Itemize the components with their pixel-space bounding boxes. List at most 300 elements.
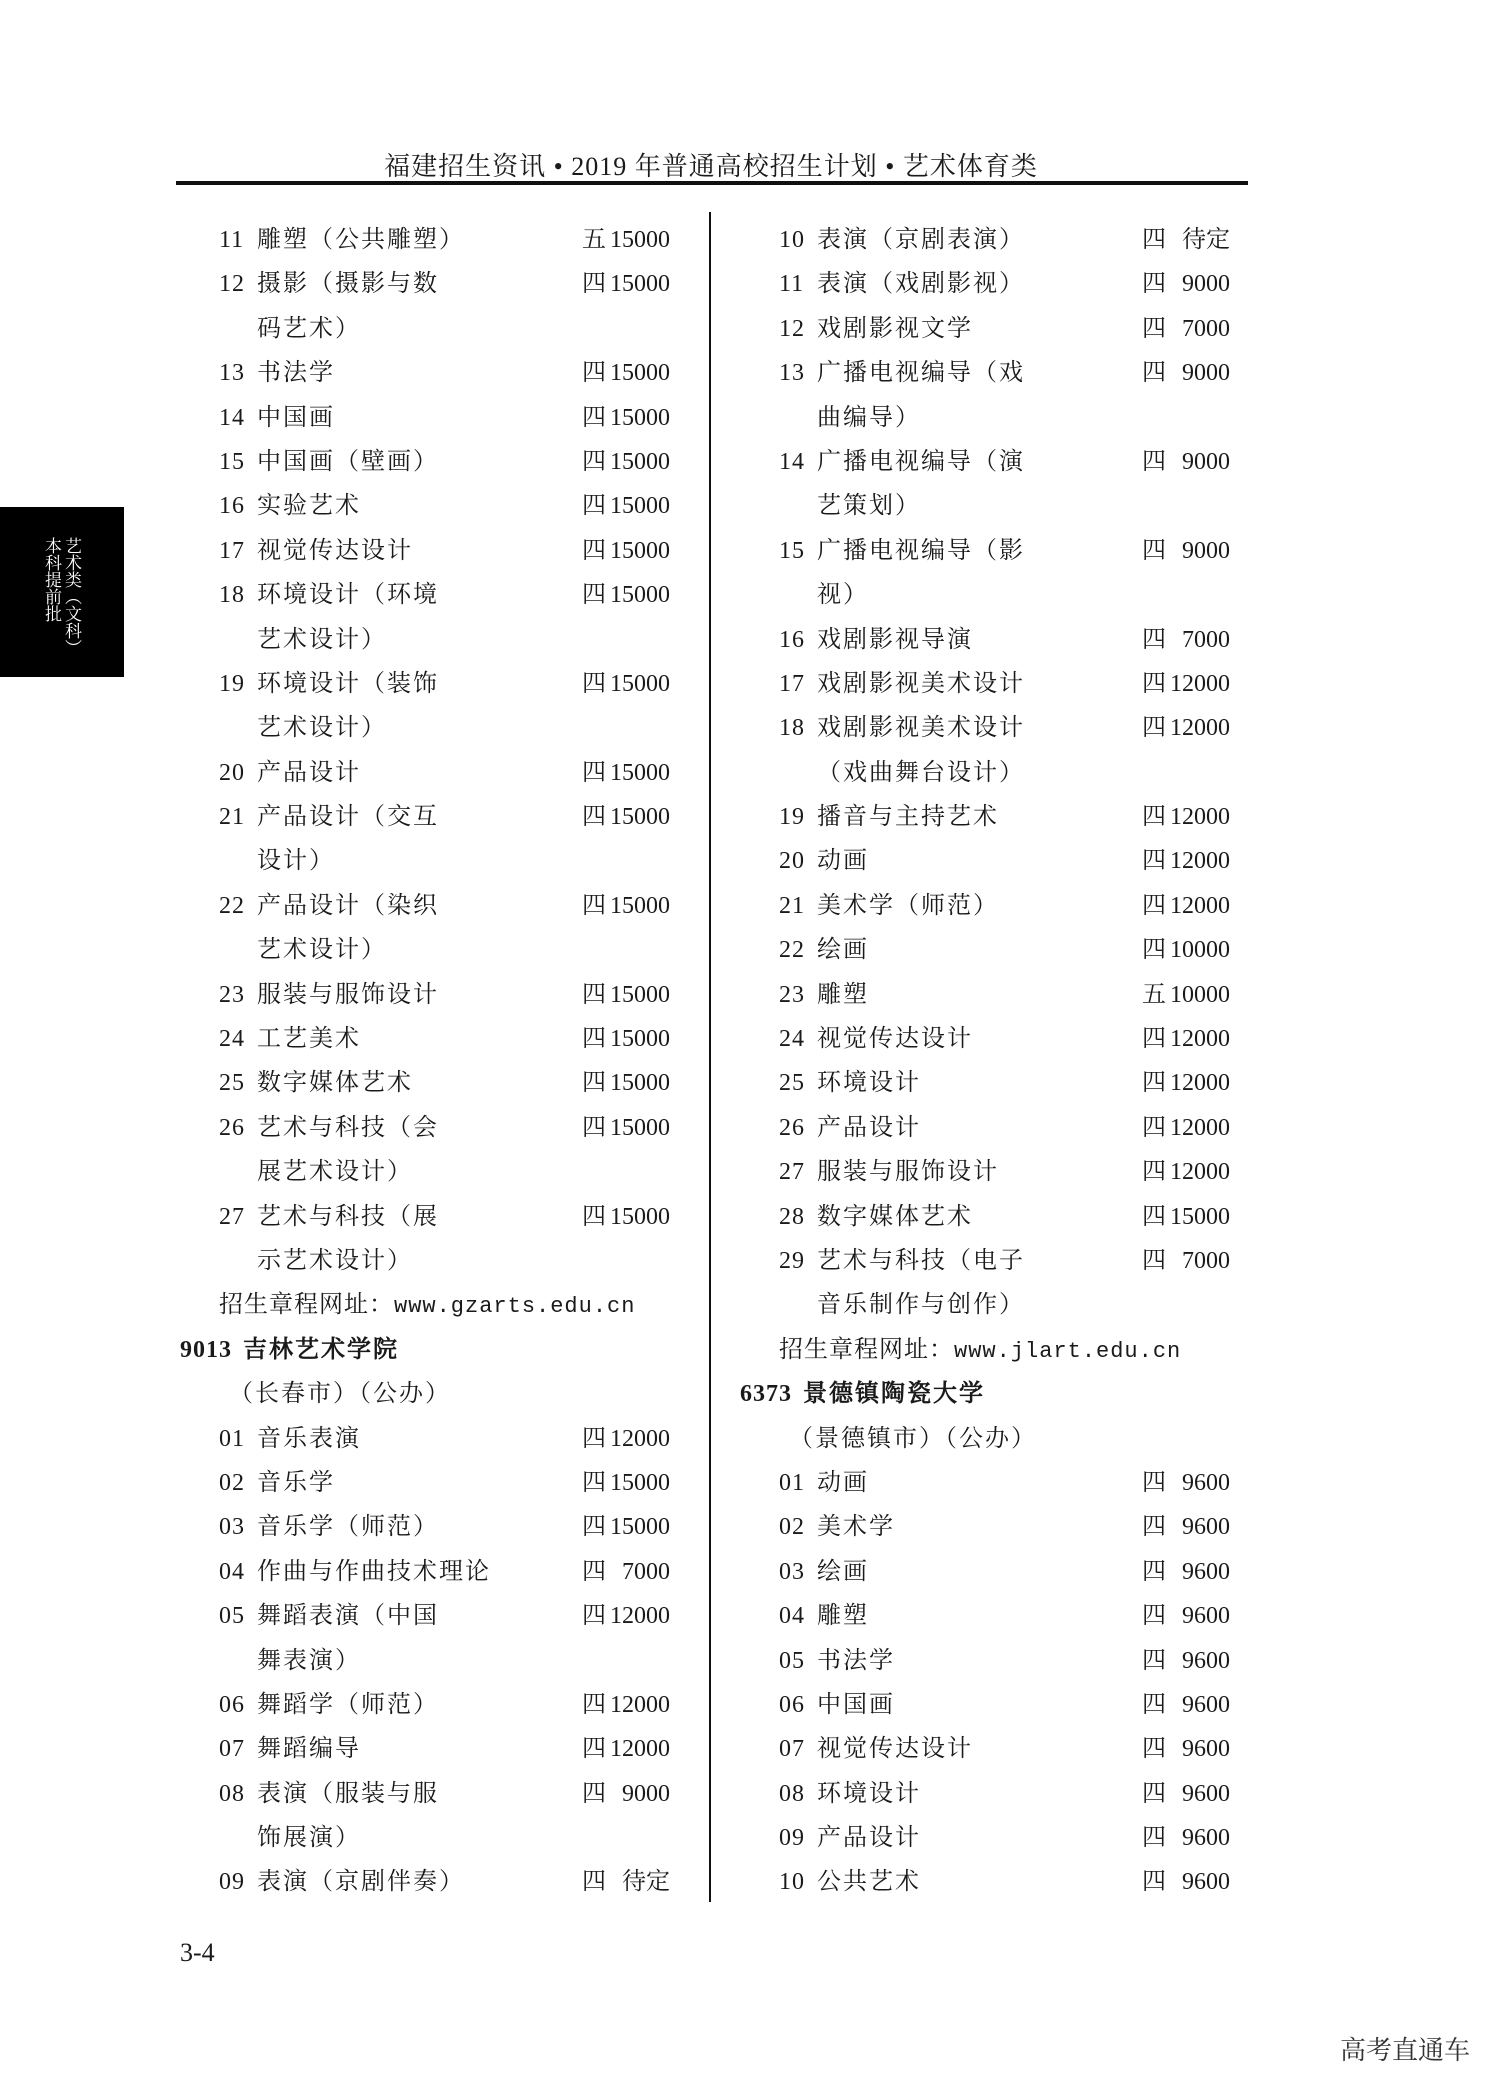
study-years: 四 <box>1142 1780 1166 1807</box>
major-code: 08 <box>219 1780 245 1807</box>
major-row <box>736 1239 1236 1283</box>
major-code: 26 <box>219 1114 245 1141</box>
tuition-fee: 9000 <box>1182 448 1230 475</box>
major-code: 10 <box>779 1869 805 1896</box>
major-code: 21 <box>219 804 245 831</box>
major-name: 中国画 <box>817 1691 895 1718</box>
column-divider <box>709 212 711 1902</box>
tuition-fee: 15000 <box>610 1026 670 1053</box>
major-code: 18 <box>219 582 245 609</box>
major-name: 作曲与作曲技术理论 <box>257 1558 491 1585</box>
study-years: 四 <box>1142 937 1166 964</box>
major-code: 01 <box>219 1425 245 1452</box>
study-years: 四 <box>582 1558 606 1585</box>
major-row <box>176 884 676 928</box>
major-row <box>736 262 1236 306</box>
study-years: 四 <box>1142 804 1166 831</box>
major-name: 美术学（师范） <box>817 892 999 919</box>
major-code: 09 <box>779 1825 805 1852</box>
study-years: 四 <box>1142 626 1166 653</box>
major-name: 中国画 <box>257 404 335 431</box>
tuition-fee: 12000 <box>1170 1159 1230 1186</box>
side-tab-line1: 艺术类（文科） <box>61 537 81 656</box>
tuition-fee: 9000 <box>1182 537 1230 564</box>
tuition-fee: 9000 <box>622 1780 670 1807</box>
tuition-fee: 9600 <box>1182 1469 1230 1496</box>
study-years: 四 <box>1142 1159 1166 1186</box>
header-rule <box>176 181 1248 185</box>
major-name: 产品设计 <box>817 1114 921 1141</box>
major-name: 视） <box>817 582 869 609</box>
school-name: 景德镇陶瓷大学 <box>803 1381 985 1408</box>
tuition-fee: 15000 <box>610 271 670 298</box>
tuition-fee: 15000 <box>610 1114 670 1141</box>
major-row-continuation <box>736 573 1236 617</box>
major-code: 13 <box>779 360 805 387</box>
major-code: 03 <box>219 1514 245 1541</box>
study-years: 四 <box>582 892 606 919</box>
study-years: 四 <box>582 537 606 564</box>
major-row <box>736 618 1236 662</box>
study-years: 四 <box>582 1603 606 1630</box>
major-code: 23 <box>219 981 245 1008</box>
major-code: 04 <box>779 1603 805 1630</box>
running-header: 福建招生资讯 • 2019 年普通高校招生计划 • 艺术体育类 <box>384 152 1038 181</box>
major-row <box>736 1550 1236 1594</box>
major-code: 12 <box>219 271 245 298</box>
major-code: 26 <box>779 1114 805 1141</box>
study-years: 四 <box>1142 1869 1166 1896</box>
major-code: 19 <box>779 804 805 831</box>
major-name: 雕塑 <box>817 981 869 1008</box>
study-years: 四 <box>582 1425 606 1452</box>
major-code: 07 <box>219 1736 245 1763</box>
major-code: 17 <box>779 670 805 697</box>
tuition-fee: 15000 <box>610 759 670 786</box>
major-name: 艺术设计） <box>257 937 387 964</box>
major-name: 艺策划） <box>817 493 921 520</box>
major-row <box>176 1860 676 1904</box>
major-name: 戏剧影视导演 <box>817 626 973 653</box>
study-years: 四 <box>582 404 606 431</box>
major-name: 表演（服装与服 <box>257 1780 439 1807</box>
tuition-fee: 9000 <box>1182 271 1230 298</box>
major-row <box>736 1816 1236 1860</box>
study-years: 四 <box>1142 360 1166 387</box>
major-code: 24 <box>219 1026 245 1053</box>
major-row-continuation <box>176 307 676 351</box>
tuition-fee: 待定 <box>1182 227 1230 253</box>
study-years: 四 <box>1142 1691 1166 1718</box>
study-years: 四 <box>582 271 606 298</box>
major-row <box>176 573 676 617</box>
major-row <box>176 1017 676 1061</box>
school-heading <box>736 1372 1236 1416</box>
major-row-continuation <box>176 1239 676 1283</box>
tuition-fee: 15000 <box>610 981 670 1008</box>
major-row-continuation <box>736 1283 1236 1327</box>
study-years: 四 <box>582 1070 606 1097</box>
tuition-fee: 12000 <box>1170 670 1230 697</box>
major-name: 美术学 <box>817 1514 895 1541</box>
study-years: 四 <box>1142 1203 1166 1230</box>
major-row <box>176 1594 676 1638</box>
major-row <box>736 928 1236 972</box>
school-location <box>176 1372 676 1416</box>
major-code: 09 <box>219 1869 245 1896</box>
major-code: 12 <box>779 315 805 342</box>
major-row <box>176 440 676 484</box>
major-row <box>176 1683 676 1727</box>
major-row <box>736 1461 1236 1505</box>
major-row <box>736 1061 1236 1105</box>
major-name: 曲编导） <box>817 404 921 431</box>
major-name: 表演（京剧伴奏） <box>257 1869 465 1896</box>
major-name: 舞蹈学（师范） <box>257 1691 439 1718</box>
major-name: 展艺术设计） <box>257 1159 413 1186</box>
major-row <box>176 795 676 839</box>
major-name: 实验艺术 <box>257 493 361 520</box>
major-name: 广播电视编导（演 <box>817 448 1025 475</box>
study-years: 四 <box>1142 1736 1166 1763</box>
major-name: 中国画（壁画） <box>257 448 439 475</box>
study-years: 四 <box>1142 448 1166 475</box>
major-row <box>736 1195 1236 1239</box>
major-code: 28 <box>779 1203 805 1230</box>
tuition-fee: 15000 <box>610 1514 670 1541</box>
major-name: 艺术与科技（电子 <box>817 1247 1025 1274</box>
admission-url-link[interactable]: www.gzarts.edu.cn <box>394 1294 636 1320</box>
admission-url-line <box>736 1328 1236 1372</box>
major-code: 23 <box>779 981 805 1008</box>
study-years: 四 <box>582 1780 606 1807</box>
major-name: 服装与服饰设计 <box>817 1159 999 1186</box>
study-years: 四 <box>1142 227 1166 253</box>
major-code: 11 <box>779 271 805 298</box>
major-name: 环境设计（环境 <box>257 582 439 609</box>
study-years: 四 <box>582 1469 606 1496</box>
major-code: 05 <box>219 1603 245 1630</box>
tuition-fee: 15000 <box>610 670 670 697</box>
major-row-continuation <box>736 751 1236 795</box>
major-name: （长春市）（公办） <box>229 1381 451 1408</box>
major-code: 15 <box>779 537 805 564</box>
major-code: 13 <box>219 360 245 387</box>
major-name: 表演（戏剧影视） <box>817 271 1025 298</box>
study-years: 四 <box>582 1514 606 1541</box>
major-name: 产品设计 <box>257 759 361 786</box>
major-code: 06 <box>779 1691 805 1718</box>
tuition-fee: 15000 <box>610 582 670 609</box>
tuition-fee: 10000 <box>1170 937 1230 964</box>
major-name: 音乐学 <box>257 1469 335 1496</box>
admission-url-label: 招生章程网址： <box>779 1336 954 1363</box>
major-row <box>736 1772 1236 1816</box>
major-code: 14 <box>779 448 805 475</box>
major-name <box>219 1283 635 1329</box>
study-years: 四 <box>1142 1514 1166 1541</box>
major-row-continuation <box>736 484 1236 528</box>
tuition-fee: 12000 <box>610 1425 670 1452</box>
major-name: 雕塑 <box>817 1603 869 1630</box>
major-name: 码艺术） <box>257 315 361 342</box>
tuition-fee: 15000 <box>610 1070 670 1097</box>
major-row-continuation <box>176 928 676 972</box>
major-row <box>176 262 676 306</box>
major-code: 08 <box>779 1780 805 1807</box>
major-row <box>736 440 1236 484</box>
major-row <box>736 1639 1236 1683</box>
tuition-fee: 15000 <box>610 360 670 387</box>
tuition-fee: 7000 <box>622 1558 670 1585</box>
study-years: 四 <box>1142 892 1166 919</box>
study-years: 四 <box>582 804 606 831</box>
major-name: 戏剧影视美术设计 <box>817 670 1025 697</box>
major-code: 04 <box>219 1558 245 1585</box>
major-row <box>736 706 1236 750</box>
tuition-fee: 9600 <box>1182 1869 1230 1896</box>
major-name: 艺术设计） <box>257 626 387 653</box>
major-row <box>736 1727 1236 1771</box>
tuition-fee: 12000 <box>610 1691 670 1718</box>
study-years: 四 <box>1142 1247 1166 1274</box>
study-years: 四 <box>582 360 606 387</box>
study-years: 四 <box>1142 1469 1166 1496</box>
tuition-fee: 12000 <box>1170 1070 1230 1097</box>
major-name: 环境设计（装饰 <box>257 670 439 697</box>
major-row <box>736 351 1236 395</box>
major-row <box>736 307 1236 351</box>
major-row <box>736 529 1236 573</box>
tuition-fee: 7000 <box>1182 1247 1230 1274</box>
major-code: 27 <box>219 1203 245 1230</box>
study-years: 四 <box>1142 1026 1166 1053</box>
right-column <box>736 218 1236 1905</box>
school-code: 6373 <box>740 1381 792 1408</box>
major-row <box>176 1195 676 1239</box>
major-row <box>176 351 676 395</box>
side-tab-line2: 本科提前批 <box>41 537 61 622</box>
tuition-fee: 9600 <box>1182 1647 1230 1674</box>
tuition-fee: 12000 <box>1170 715 1230 742</box>
major-row <box>736 1594 1236 1638</box>
study-years: 四 <box>1142 537 1166 564</box>
major-name: 视觉传达设计 <box>257 537 413 564</box>
major-code: 20 <box>219 759 245 786</box>
tuition-fee: 9000 <box>1182 360 1230 387</box>
study-years: 四 <box>1142 715 1166 742</box>
major-row <box>176 1417 676 1461</box>
school-location <box>736 1417 1236 1461</box>
tuition-fee: 9600 <box>1182 1514 1230 1541</box>
tuition-fee: 15000 <box>610 227 670 253</box>
major-row <box>736 1017 1236 1061</box>
study-years: 四 <box>1142 1603 1166 1630</box>
tuition-fee: 9600 <box>1182 1780 1230 1807</box>
study-years: 四 <box>1142 1070 1166 1097</box>
major-name: 产品设计（染织 <box>257 892 439 919</box>
admission-url-line <box>176 1283 676 1327</box>
major-row <box>736 839 1236 883</box>
study-years: 四 <box>582 493 606 520</box>
major-name: 数字媒体艺术 <box>257 1070 413 1097</box>
major-name: 舞表演） <box>257 1647 361 1674</box>
tuition-fee: 12000 <box>1170 1026 1230 1053</box>
major-code: 05 <box>779 1647 805 1674</box>
major-row <box>736 1683 1236 1727</box>
major-code: 02 <box>779 1514 805 1541</box>
major-row <box>176 751 676 795</box>
tuition-fee: 10000 <box>1170 981 1230 1008</box>
study-years: 四 <box>1142 1825 1166 1852</box>
major-row <box>176 662 676 706</box>
major-name: 艺术与科技（会 <box>257 1114 439 1141</box>
major-row <box>736 1106 1236 1150</box>
major-code: 10 <box>779 227 805 253</box>
tuition-fee: 12000 <box>1170 1114 1230 1141</box>
major-name: 动画 <box>817 848 869 875</box>
major-code: 01 <box>779 1469 805 1496</box>
study-years: 四 <box>1142 1558 1166 1585</box>
study-years: 四 <box>582 1026 606 1053</box>
study-years: 四 <box>1142 315 1166 342</box>
major-code: 27 <box>779 1159 805 1186</box>
school-code: 9013 <box>180 1336 232 1363</box>
major-name: 广播电视编导（戏 <box>817 360 1025 387</box>
study-years: 四 <box>582 1114 606 1141</box>
tuition-fee: 15000 <box>610 892 670 919</box>
tuition-fee: 9600 <box>1182 1736 1230 1763</box>
major-row <box>176 1505 676 1549</box>
major-row <box>176 396 676 440</box>
major-name: 数字媒体艺术 <box>817 1203 973 1230</box>
major-code: 06 <box>219 1691 245 1718</box>
tuition-fee: 12000 <box>1170 848 1230 875</box>
major-name: 表演（京剧表演） <box>817 227 1025 253</box>
major-name: 设计） <box>257 848 335 875</box>
admission-url-link[interactable]: www.jlart.edu.cn <box>954 1338 1182 1364</box>
school-name: 吉林艺术学院 <box>243 1336 399 1363</box>
tuition-fee: 9600 <box>1182 1691 1230 1718</box>
admission-url-label: 招生章程网址： <box>219 1292 394 1319</box>
study-years: 四 <box>1142 271 1166 298</box>
major-row <box>176 1461 676 1505</box>
major-row <box>176 1550 676 1594</box>
major-name: 摄影（摄影与数 <box>257 271 439 298</box>
watermark: 高考直通车 <box>1339 2036 1470 2066</box>
major-row-continuation <box>176 706 676 750</box>
tuition-fee: 15000 <box>610 1469 670 1496</box>
study-years: 四 <box>582 670 606 697</box>
major-code: 29 <box>779 1247 805 1274</box>
tuition-fee: 15000 <box>610 448 670 475</box>
major-name: 公共艺术 <box>817 1869 921 1896</box>
major-row <box>176 218 676 262</box>
study-years: 四 <box>582 1203 606 1230</box>
study-years: 四 <box>1142 670 1166 697</box>
major-row <box>736 1860 1236 1904</box>
major-code: 03 <box>779 1558 805 1585</box>
tuition-fee: 7000 <box>1182 315 1230 342</box>
major-row <box>736 1505 1236 1549</box>
page-number: 3-4 <box>180 1938 215 1967</box>
tuition-fee: 12000 <box>610 1736 670 1763</box>
major-code: 11 <box>219 227 245 253</box>
major-code: 25 <box>779 1070 805 1097</box>
tuition-fee: 12000 <box>1170 892 1230 919</box>
major-name: 饰展演） <box>257 1825 361 1852</box>
major-code: 15 <box>219 448 245 475</box>
tuition-fee: 15000 <box>610 804 670 831</box>
tuition-fee: 12000 <box>1170 804 1230 831</box>
major-row-continuation <box>176 1639 676 1683</box>
major-row-continuation <box>176 1150 676 1194</box>
major-name: 艺术设计） <box>257 715 387 742</box>
major-name: （戏曲舞台设计） <box>817 759 1025 786</box>
major-row <box>176 1727 676 1771</box>
tuition-fee: 待定 <box>622 1869 670 1896</box>
major-name: 戏剧影视文学 <box>817 315 973 342</box>
major-name: 环境设计 <box>817 1070 921 1097</box>
major-row <box>736 1150 1236 1194</box>
major-name <box>779 1328 1181 1374</box>
major-code: 22 <box>219 892 245 919</box>
study-years: 四 <box>582 448 606 475</box>
major-row <box>176 1772 676 1816</box>
tuition-fee: 15000 <box>1170 1203 1230 1230</box>
major-code: 16 <box>779 626 805 653</box>
tuition-fee: 15000 <box>610 1203 670 1230</box>
major-row <box>176 529 676 573</box>
major-name: 绘画 <box>817 937 869 964</box>
major-name: 视觉传达设计 <box>817 1026 973 1053</box>
study-years: 四 <box>582 759 606 786</box>
study-years: 四 <box>582 582 606 609</box>
major-row <box>736 884 1236 928</box>
study-years: 四 <box>582 1736 606 1763</box>
tuition-fee: 9600 <box>1182 1603 1230 1630</box>
major-code: 20 <box>779 848 805 875</box>
major-code: 07 <box>779 1736 805 1763</box>
study-years: 四 <box>582 1869 606 1896</box>
tuition-fee: 12000 <box>610 1603 670 1630</box>
major-code: 21 <box>779 892 805 919</box>
school-heading <box>176 1328 676 1372</box>
major-code: 18 <box>779 715 805 742</box>
major-code: 19 <box>219 670 245 697</box>
major-name: 戏剧影视美术设计 <box>817 715 1025 742</box>
study-years: 四 <box>1142 848 1166 875</box>
major-name: 舞蹈表演（中国 <box>257 1603 439 1630</box>
major-name: 环境设计 <box>817 1780 921 1807</box>
major-code: 16 <box>219 493 245 520</box>
major-code: 24 <box>779 1026 805 1053</box>
major-name: 播音与主持艺术 <box>817 804 999 831</box>
tuition-fee: 9600 <box>1182 1558 1230 1585</box>
study-years: 四 <box>1142 1114 1166 1141</box>
major-name: 服装与服饰设计 <box>257 981 439 1008</box>
study-years: 四 <box>582 981 606 1008</box>
tuition-fee: 15000 <box>610 404 670 431</box>
major-code: 22 <box>779 937 805 964</box>
major-code: 02 <box>219 1469 245 1496</box>
study-years: 五 <box>1142 981 1166 1008</box>
major-name: 绘画 <box>817 1558 869 1585</box>
major-code: 17 <box>219 537 245 564</box>
tuition-fee: 7000 <box>1182 626 1230 653</box>
major-row <box>736 218 1236 262</box>
major-name: 舞蹈编导 <box>257 1736 361 1763</box>
